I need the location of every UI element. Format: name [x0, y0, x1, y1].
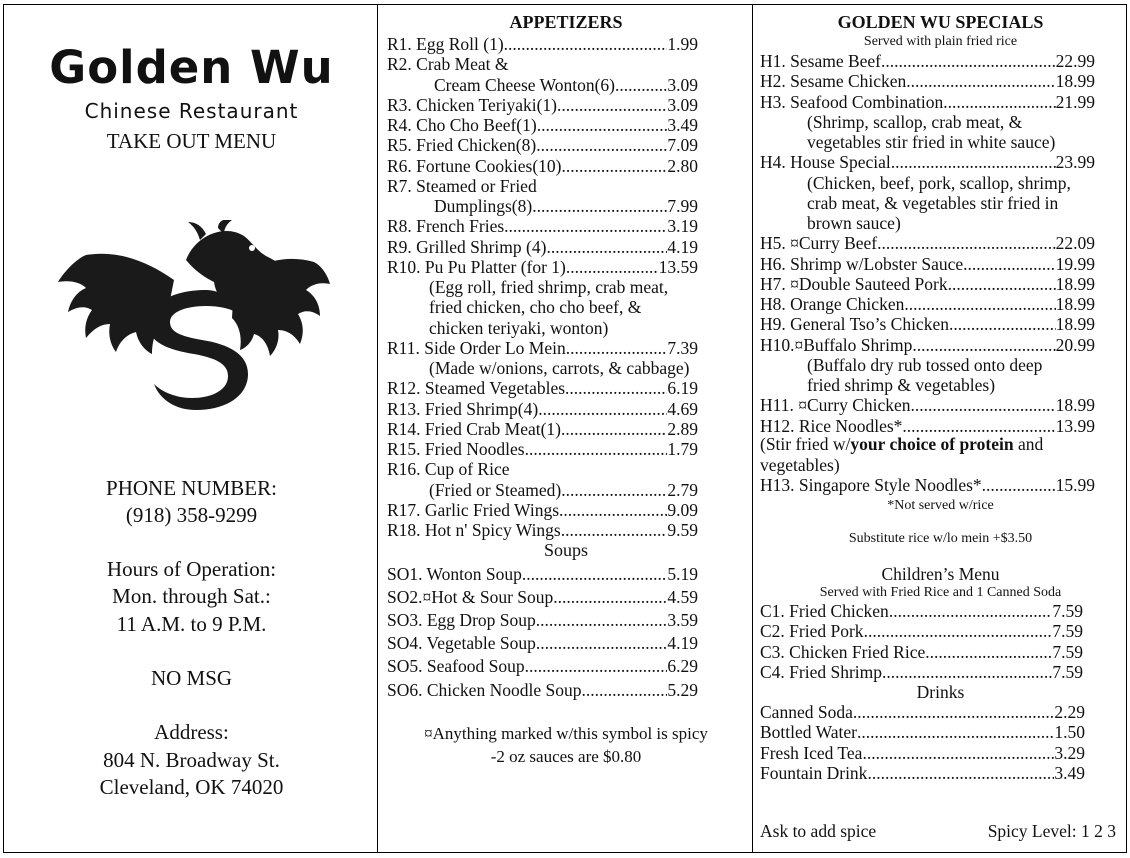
item-price: 13.99: [1055, 415, 1095, 436]
item-price: 6.29: [667, 656, 698, 676]
item-label: H3. Seafood Combination: [760, 91, 944, 112]
specials-subtitle: Served with plain fried rice: [863, 34, 1018, 49]
leader-dots: [948, 274, 1056, 295]
item-price: 1.50: [1054, 722, 1085, 743]
item-price: 21.99: [1055, 91, 1095, 112]
item-label: H2. Sesame Chicken: [760, 71, 907, 92]
item-label: R17. Garlic Fried Wings: [387, 499, 560, 520]
item-label: Canned Soda: [760, 702, 853, 722]
item-label: H9. General Tso’s Chicken: [760, 314, 949, 335]
leader-dots: [532, 196, 667, 217]
h12-note-bold: your choice of protein: [850, 434, 1014, 454]
item-label: H12. Rice Noodles*: [760, 415, 903, 436]
item-label: vegetables stir fried in white sauce): [807, 132, 1056, 152]
item-label: Cream Cheese Wonton(6): [434, 74, 615, 95]
item-label: SO2.¤Hot & Sour Soup: [387, 587, 554, 607]
item-label: fried chicken, cho cho beef, &: [429, 297, 642, 318]
item-label: (Buffalo dry rub tossed onto deep: [807, 354, 1043, 375]
menu-item: [387, 54, 698, 75]
leader-dots: [536, 135, 667, 156]
item-label: R5. Fried Chicken(8): [387, 135, 537, 156]
item-price: 18.99: [1055, 294, 1095, 314]
item-label: R3. Chicken Teriyaki(1): [387, 94, 558, 115]
leader-dots: [504, 216, 667, 237]
menu-item[interactable]: [387, 419, 698, 440]
item-label: R10. Pu Pu Platter (for 1): [387, 256, 566, 277]
menu-item[interactable]: [387, 135, 698, 156]
spicy-level: Spicy Level: 1 2 3: [987, 821, 1116, 841]
item-label: R2. Crab Meat &: [387, 54, 509, 75]
menu-item: [429, 297, 698, 318]
item-label: H5. ¤Curry Beef: [760, 233, 878, 254]
item-price: 3.29: [1054, 742, 1085, 763]
leader-dots: [853, 702, 1055, 723]
h12-note-text: (Stir fried w/: [760, 434, 851, 454]
soups-title: Soups: [543, 540, 588, 560]
item-label: fried shrimp & vegetables): [807, 375, 996, 395]
item-label: H11. ¤Curry Chicken: [760, 395, 911, 416]
leader-dots: [906, 71, 1055, 92]
leader-dots: [546, 237, 667, 258]
item-label: R4. Cho Cho Beef(1): [387, 115, 537, 135]
address-street: 804 N. Broadway St.: [103, 748, 280, 772]
no-rice-note: *Not served w/rice: [887, 498, 994, 513]
item-price: 9.59: [667, 520, 698, 540]
item-label: Fountain Drink: [760, 762, 868, 783]
children-subtitle: Served with Fried Rice and 1 Canned Soda: [819, 585, 1062, 600]
leader-dots: [862, 743, 1054, 764]
leader-dots: [891, 152, 1056, 173]
menu-item[interactable]: [760, 51, 1095, 72]
leader-dots: [889, 601, 1053, 622]
item-label: Dumplings(8): [434, 196, 533, 216]
menu-item[interactable]: [387, 95, 698, 116]
ask-spice-note: Ask to add spice: [760, 821, 877, 841]
item-label: C1. Fried Chicken: [760, 601, 889, 621]
item-price: 19.99: [1055, 253, 1095, 274]
item-price: 3.49: [667, 115, 698, 135]
item-label: R14. Fried Crab Meat(1): [387, 418, 561, 439]
item-price: 3.49: [1054, 762, 1085, 783]
item-price: 7.99: [667, 196, 698, 216]
item-label: (Made w/onions, carrots, & cabbage): [429, 358, 690, 378]
menu-item[interactable]: [387, 216, 698, 237]
leader-dots: [553, 587, 667, 608]
item-label: H8. Orange Chicken: [760, 294, 905, 314]
item-label: R18. Hot n' Spicy Wings: [387, 520, 561, 540]
specials-panel: [752, 4, 1127, 853]
item-label: (Chicken, beef, pork, scallop, shrimp,: [807, 172, 1071, 193]
menu-item[interactable]: [387, 115, 698, 136]
item-label: C2. Fried Pork: [760, 621, 864, 642]
item-label: Bottled Water: [760, 722, 857, 743]
menu-item[interactable]: [760, 395, 1095, 416]
item-price: 3.09: [667, 74, 698, 95]
leader-dots: [562, 156, 668, 177]
item-label: H10.¤Buffalo Shrimp: [760, 334, 913, 355]
item-label: chicken teriyaki, wonton): [429, 317, 609, 338]
menu-item[interactable]: [387, 564, 698, 585]
menu-type: TAKE OUT MENU: [106, 129, 277, 153]
item-label: SO1. Wonton Soup: [387, 564, 522, 584]
menu-item[interactable]: [760, 642, 1083, 663]
leader-dots: [525, 439, 668, 460]
item-price: 7.59: [1052, 621, 1083, 642]
menu-item[interactable]: [387, 587, 698, 608]
item-price: 4.59: [667, 587, 698, 607]
menu-item[interactable]: [387, 656, 698, 677]
menu-item[interactable]: [387, 399, 698, 420]
item-label: R8. French Fries: [387, 216, 505, 237]
item-price: 4.19: [667, 633, 698, 653]
item-price: 5.29: [667, 680, 698, 700]
menu-item[interactable]: [760, 71, 1095, 92]
leader-dots: [882, 662, 1052, 683]
menu-item[interactable]: [387, 257, 698, 278]
menu-item[interactable]: [760, 152, 1095, 173]
menu-item[interactable]: [760, 314, 1095, 335]
menu-item: [807, 213, 1095, 234]
menu-item: [387, 176, 698, 197]
menu-item[interactable]: [760, 92, 1095, 113]
sauce-price-note: -2 oz sauces are $0.80: [490, 747, 642, 766]
item-price: 2.80: [667, 155, 698, 176]
appetizers-panel: [377, 4, 753, 853]
leader-dots: [949, 314, 1056, 335]
item-price: 1.79: [667, 439, 698, 459]
leader-dots: [904, 294, 1055, 315]
item-price: 15.99: [1055, 475, 1095, 495]
leader-dots: [557, 95, 667, 116]
leader-dots: [566, 257, 659, 278]
item-label: R1. Egg Roll (1): [387, 34, 504, 54]
menu-item: [387, 459, 698, 480]
leader-dots: [522, 564, 667, 585]
menu-item[interactable]: [760, 743, 1085, 764]
menu-item[interactable]: [760, 274, 1095, 295]
h12-note-and: and: [1013, 434, 1044, 454]
leader-dots: [561, 480, 667, 501]
item-label: SO4. Vegetable Soup: [387, 633, 536, 653]
leader-dots: [963, 254, 1055, 275]
item-price: 23.99: [1055, 152, 1095, 173]
leader-dots: [867, 763, 1054, 784]
leader-dots: [565, 378, 667, 399]
item-price: 3.59: [667, 610, 698, 630]
menu-item[interactable]: [387, 633, 698, 654]
item-price: 4.19: [667, 236, 698, 257]
item-price: 7.59: [1052, 661, 1083, 682]
item-label: R9. Grilled Shrimp (4): [387, 236, 547, 257]
item-label: SO5. Seafood Soup: [387, 656, 525, 676]
leader-dots: [537, 115, 668, 136]
hours-time: 11 A.M. to 9 P.M.: [116, 612, 267, 636]
leader-dots: [943, 92, 1055, 113]
hours-label: Hours of Operation:: [106, 557, 277, 581]
item-label: R16. Cup of Rice: [387, 459, 510, 480]
leader-dots: [925, 642, 1052, 663]
item-price: 22.99: [1055, 51, 1095, 71]
leader-dots: [559, 500, 667, 521]
menu-item[interactable]: [434, 196, 698, 217]
item-label: R6. Fortune Cookies(10): [387, 155, 562, 176]
menu-item[interactable]: [760, 294, 1095, 315]
menu-item: [429, 277, 698, 298]
item-label: H13. Singapore Style Noodles*: [760, 475, 982, 495]
menu-item: [807, 173, 1095, 194]
cover-panel: [3, 4, 378, 853]
leader-dots: [857, 722, 1054, 743]
item-price: 5.19: [667, 564, 698, 584]
item-price: 2.79: [667, 479, 698, 500]
menu-item[interactable]: [387, 520, 698, 541]
item-label: H6. Shrimp w/Lobster Sauce: [760, 253, 964, 274]
item-label: R7. Steamed or Fried: [387, 175, 537, 196]
menu-item[interactable]: [387, 680, 698, 701]
item-price: 7.09: [667, 135, 698, 156]
appetizers-title: APPETIZERS: [509, 12, 623, 32]
leader-dots: [504, 34, 668, 55]
leader-dots: [864, 621, 1053, 642]
item-price: 9.09: [667, 499, 698, 520]
item-label: R13. Fried Shrimp(4): [387, 398, 539, 419]
menu-item[interactable]: [387, 338, 698, 359]
item-price: 2.29: [1054, 702, 1085, 722]
item-price: 3.09: [667, 94, 698, 115]
substitute-note: Substitute rice w/lo mein +$3.50: [848, 531, 1033, 546]
item-label: (Shrimp, scallop, crab meat, &: [807, 111, 1023, 132]
menu-item[interactable]: [760, 475, 1095, 496]
menu-item[interactable]: [429, 480, 698, 501]
specials-title: GOLDEN WU SPECIALS: [837, 12, 1044, 32]
menu-item: [429, 358, 698, 379]
leader-dots: [561, 520, 668, 541]
menu-item[interactable]: [760, 722, 1085, 743]
leader-dots: [581, 680, 667, 701]
item-label: H1. Sesame Beef: [760, 51, 882, 71]
h12-note-line2: vegetables): [760, 455, 840, 475]
menu-item[interactable]: [387, 378, 698, 399]
item-label: C3. Chicken Fried Rice: [760, 641, 926, 662]
menu-item[interactable]: [760, 233, 1095, 254]
item-price: 6.19: [667, 378, 698, 399]
item-price: 3.19: [667, 216, 698, 237]
item-price: 4.69: [667, 398, 698, 419]
hours-days: Mon. through Sat.:: [112, 584, 271, 608]
item-price: 7.59: [1052, 601, 1083, 621]
children-title: Children’s Menu: [881, 564, 1000, 584]
item-price: 18.99: [1055, 395, 1095, 416]
restaurant-name: Golden Wu: [49, 41, 334, 94]
leader-dots: [912, 335, 1055, 356]
item-label: SO3. Egg Drop Soup: [387, 610, 536, 630]
item-label: (Fried or Steamed): [429, 479, 562, 500]
menu-item[interactable]: [760, 763, 1085, 784]
restaurant-subtitle: Chinese Restaurant: [84, 99, 299, 123]
menu-item[interactable]: [434, 75, 698, 96]
menu-item: [807, 193, 1095, 214]
item-price: 7.59: [1052, 641, 1083, 662]
item-label: H7. ¤Double Sauteed Pork: [760, 273, 948, 294]
address-label: Address:: [154, 720, 229, 744]
item-label: brown sauce): [807, 213, 901, 233]
leader-dots: [877, 233, 1055, 254]
item-price: 20.99: [1055, 334, 1095, 355]
item-label: Fresh Iced Tea: [760, 742, 863, 763]
phone-number[interactable]: (918) 358-9299: [125, 503, 258, 527]
phone-label: PHONE NUMBER:: [106, 476, 277, 500]
menu-item[interactable]: [387, 34, 698, 55]
spicy-symbol-note: ¤Anything marked w/this symbol is spicy: [424, 724, 708, 743]
item-price: 1.99: [667, 34, 698, 54]
leader-dots: [536, 633, 667, 654]
menu-item[interactable]: [387, 439, 698, 460]
dragon-icon: [56, 220, 331, 410]
leader-dots: [911, 395, 1056, 416]
item-label: R11. Side Order Lo Mein: [387, 337, 566, 358]
menu-item[interactable]: [760, 335, 1095, 356]
item-price: 7.39: [667, 337, 698, 358]
menu-item: [807, 132, 1095, 153]
item-label: H4. House Special: [760, 152, 891, 173]
address-city: Cleveland, OK 74020: [99, 775, 284, 799]
leader-dots: [538, 399, 667, 420]
leader-dots: [536, 610, 668, 631]
menu-item[interactable]: [760, 601, 1083, 622]
item-price: 2.89: [667, 418, 698, 439]
item-price: 13.59: [658, 256, 698, 277]
menu-item: [807, 355, 1095, 376]
drinks-title: Drinks: [916, 682, 965, 702]
item-price: 18.99: [1055, 314, 1095, 335]
h12-note-line1: [760, 434, 1043, 455]
menu-item[interactable]: [387, 237, 698, 258]
leader-dots: [615, 75, 667, 96]
item-label: (Egg roll, fried shrimp, crab meat,: [429, 277, 669, 297]
item-price: 18.99: [1055, 71, 1095, 92]
menu-item[interactable]: [760, 702, 1085, 723]
item-label: R12. Steamed Vegetables: [387, 378, 566, 399]
leader-dots: [982, 475, 1056, 496]
item-price: 18.99: [1055, 273, 1095, 294]
item-label: SO6. Chicken Noodle Soup: [387, 680, 582, 700]
item-price: 22.09: [1055, 233, 1095, 254]
item-label: C4. Fried Shrimp: [760, 661, 883, 682]
item-label: crab meat, & vegetables stir fried in: [807, 192, 1059, 213]
menu-item: [807, 112, 1095, 133]
menu-item[interactable]: [760, 662, 1083, 683]
no-msg-note: NO MSG: [150, 666, 233, 690]
menu-item[interactable]: [387, 156, 698, 177]
menu-item[interactable]: [387, 610, 698, 631]
menu-item: [429, 318, 698, 339]
leader-dots: [525, 656, 668, 677]
item-label: R15. Fried Noodles: [387, 439, 525, 459]
menu-item[interactable]: [760, 621, 1083, 642]
leader-dots: [881, 51, 1056, 72]
leader-dots: [566, 338, 668, 359]
menu-item[interactable]: [760, 254, 1095, 275]
menu-item[interactable]: [387, 500, 698, 521]
leader-dots: [561, 419, 667, 440]
menu-item: [807, 375, 1095, 396]
